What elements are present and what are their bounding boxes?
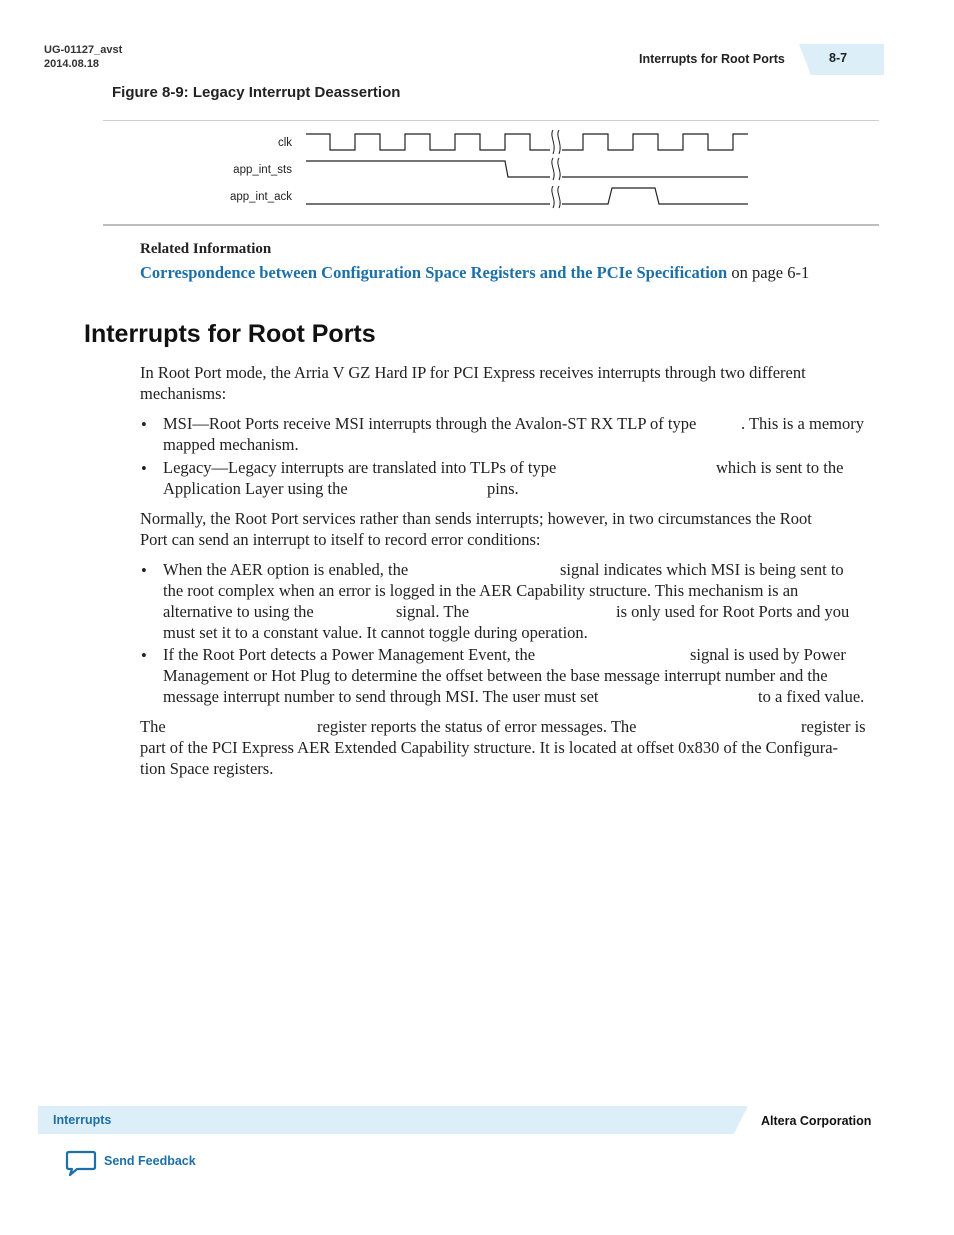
bullet-marker: • <box>141 646 147 665</box>
text-line <box>163 644 873 665</box>
text-fragment: which is sent to the <box>716 458 844 477</box>
timing-diagram <box>300 128 755 213</box>
register-paragraph <box>140 716 870 779</box>
text-fragment: If the Root Port detects a Power Management Event, the <box>163 645 536 664</box>
speech-bubble-icon[interactable] <box>65 1150 97 1178</box>
text-line: part of the PCI Express AER Extended Capability structure. It is located at offset 0x830 of the Configura- <box>140 738 839 757</box>
text-line: Normally, the Root Port services rather than sends interrupts; however, in two circumstances the Root <box>140 509 812 528</box>
text-line: Management or Hot Plug to determine the offset between the base message interrupt number and the <box>163 666 828 685</box>
document-id <box>44 43 122 71</box>
text-line <box>163 413 873 434</box>
text-fragment: signal indicates which MSI is being sent to <box>560 560 844 579</box>
send-feedback-link[interactable]: Send Feedback <box>104 1154 196 1168</box>
figure-caption: Figure 8-9: Legacy Interrupt Deassertion <box>112 84 401 101</box>
related-information-line <box>140 263 809 283</box>
text-fragment: Legacy—Legacy interrupts are translated into TLPs of type <box>163 458 557 477</box>
text-line <box>163 686 873 707</box>
footer-company: Altera Corporation <box>761 1114 872 1128</box>
app-int-ack-waveform <box>306 188 748 204</box>
text-fragment: alternative to using the <box>163 602 314 621</box>
signal-label-app-int-ack: app_int_ack <box>229 191 292 203</box>
normally-paragraph <box>140 508 870 550</box>
time-break-marks <box>552 130 560 208</box>
text-line: must set it to a constant value. It cannot toggle during operation. <box>163 623 588 642</box>
bullet-marker: • <box>141 415 147 434</box>
intro-paragraph <box>140 362 870 404</box>
text-fragment: to a fixed value. <box>758 687 865 706</box>
bullet-legacy <box>163 457 873 499</box>
text-line: tion Space registers. <box>140 759 274 778</box>
text-fragment: register is <box>801 717 866 736</box>
text-fragment: When the AER option is enabled, the <box>163 560 409 579</box>
text-line: Port can send an interrupt to itself to record error conditions: <box>140 530 541 549</box>
related-page-ref: on page 6-1 <box>727 263 810 282</box>
text-fragment: pins. <box>487 479 519 498</box>
text-line <box>163 601 873 622</box>
footer-chapter-link[interactable]: Interrupts <box>53 1113 112 1127</box>
text-line <box>163 457 873 478</box>
text-fragment: signal. The <box>396 602 470 621</box>
correspondence-link[interactable]: Correspondence between Configuration Space Registers and the PCIe Specification <box>140 263 728 282</box>
bullet-power-management <box>163 644 873 707</box>
section-title: Interrupts for Root Ports <box>84 320 376 348</box>
footer-band <box>38 1106 748 1134</box>
text-fragment: signal is used by Power <box>690 645 846 664</box>
bullet-marker: • <box>141 459 147 478</box>
text-fragment: MSI—Root Ports receive MSI interrupts through the Avalon-ST RX TLP of type <box>163 414 697 433</box>
figure-top-rule <box>103 120 879 121</box>
text-line: In Root Port mode, the Arria V GZ Hard IP for PCI Express receives interrupts through two different <box>140 363 806 382</box>
text-line <box>140 716 870 737</box>
text-line: the root complex when an error is logged in the AER Capability structure. This mechanism is an <box>163 581 799 600</box>
header-title: Interrupts for Root Ports <box>639 52 785 66</box>
page-number: 8-7 <box>829 51 848 65</box>
doc-number: UG-01127_avst <box>44 44 123 56</box>
text-fragment: message interrupt number to send through MSI. The user must set <box>163 687 599 706</box>
text-fragment: is only used for Root Ports and you <box>616 602 850 621</box>
bullet-marker: • <box>141 561 147 580</box>
bullet-msi <box>163 413 873 455</box>
clk-waveform <box>306 134 748 150</box>
text-fragment: . This is a memory <box>741 414 864 433</box>
text-fragment: register reports the status of error messages. The <box>317 717 637 736</box>
text-fragment: The <box>140 717 166 736</box>
app-int-sts-waveform <box>306 161 748 177</box>
text-fragment: Application Layer using the <box>163 479 348 498</box>
bullet-aer <box>163 559 873 643</box>
doc-date: 2014.08.18 <box>44 58 100 70</box>
text-line <box>163 478 873 499</box>
figure-bottom-rule <box>103 224 879 226</box>
text-line: mechanisms: <box>140 384 227 403</box>
signal-label-app-int-sts: app_int_sts <box>233 164 292 176</box>
text-line <box>163 559 873 580</box>
related-information-heading: Related Information <box>140 241 272 257</box>
text-line: mapped mechanism. <box>163 435 299 454</box>
signal-label-clk: clk <box>277 137 292 149</box>
